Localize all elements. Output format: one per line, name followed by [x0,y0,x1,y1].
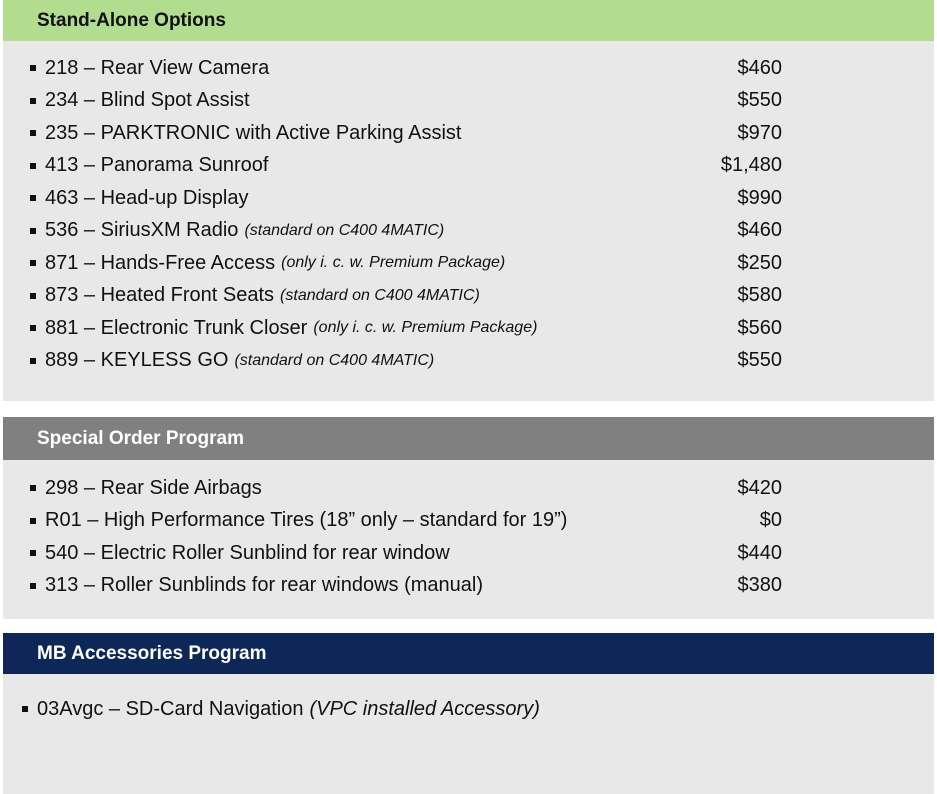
bullet-icon [22,706,28,712]
option-price: $380 [737,574,782,597]
option-note: (standard on C400 4MATIC) [244,221,445,239]
option-label: 889 – KEYLESS GO [45,349,229,372]
bullet-icon [30,325,36,331]
option-price: $440 [737,541,782,564]
list-item [3,345,934,378]
option-price: $550 [737,89,782,112]
option-label: 413 – Panorama Sunroof [45,154,269,177]
option-label: R01 – High Performance Tires (18” only – standard for 19”) [45,509,568,532]
list-item [3,150,934,183]
bullet-icon [30,228,36,234]
option-note: (standard on C400 4MATIC) [234,351,435,369]
bullet-icon [30,358,36,364]
option-note: (only i. c. w. Premium Package) [281,254,506,272]
option-price: $560 [737,316,782,339]
option-price: $460 [737,56,782,79]
option-price: $0 [759,509,782,532]
option-note: (VPC installed Accessory) [309,697,540,720]
list-item [3,52,934,85]
list-item [3,215,934,248]
accessories-section [3,633,934,794]
option-label: 873 – Heated Front Seats [45,284,275,307]
list-item [3,85,934,118]
list-item [3,537,934,570]
option-price: $580 [737,284,782,307]
option-price: $1,480 [720,154,782,177]
option-label: 218 – Rear View Camera [45,56,270,79]
standalone-options-header: Stand-Alone Options [3,0,934,41]
list-item [3,117,934,150]
bullet-icon [30,130,36,136]
bullet-icon [30,583,36,589]
option-price: $990 [737,186,782,209]
special-order-list [3,460,934,602]
list-item [3,280,934,313]
option-price: $970 [737,121,782,144]
option-label: 536 – SiriusXM Radio [45,219,239,242]
list-item [3,182,934,215]
list-item [3,472,934,505]
bullet-icon [30,98,36,104]
accessories-header: MB Accessories Program [3,633,934,674]
option-price: $460 [737,219,782,242]
option-label: 871 – Hands-Free Access [45,251,276,274]
list-item [3,570,934,603]
option-label: 540 – Electric Roller Sunblind for rear window [45,541,450,564]
bullet-icon [30,293,36,299]
option-label: 298 – Rear Side Airbags [45,476,262,499]
list-item [3,693,934,726]
option-price: $550 [737,349,782,372]
bullet-icon [30,518,36,524]
bullet-icon [30,65,36,71]
bullet-icon [30,550,36,556]
special-order-section [3,417,934,619]
standalone-options-list [3,41,934,377]
option-label: 03Avgc – SD-Card Navigation [37,697,304,720]
option-price: $420 [737,476,782,499]
option-label: 235 – PARKTRONIC with Active Parking Assist [45,121,462,144]
bullet-icon [30,485,36,491]
option-note: (only i. c. w. Premium Package) [313,319,538,337]
list-item [3,505,934,538]
option-label: 313 – Roller Sunblinds for rear windows (manual) [45,574,483,597]
bullet-icon [30,260,36,266]
option-note: (standard on C400 4MATIC) [280,286,480,304]
option-price: $250 [737,251,782,274]
option-label: 881 – Electronic Trunk Closer [45,316,308,339]
standalone-options-section [3,0,934,401]
list-item [3,247,934,280]
list-item [3,312,934,345]
option-label: 234 – Blind Spot Assist [45,89,250,112]
bullet-icon [30,195,36,201]
option-label: 463 – Head-up Display [45,186,249,209]
special-order-header: Special Order Program [3,417,934,460]
bullet-icon [30,163,36,169]
